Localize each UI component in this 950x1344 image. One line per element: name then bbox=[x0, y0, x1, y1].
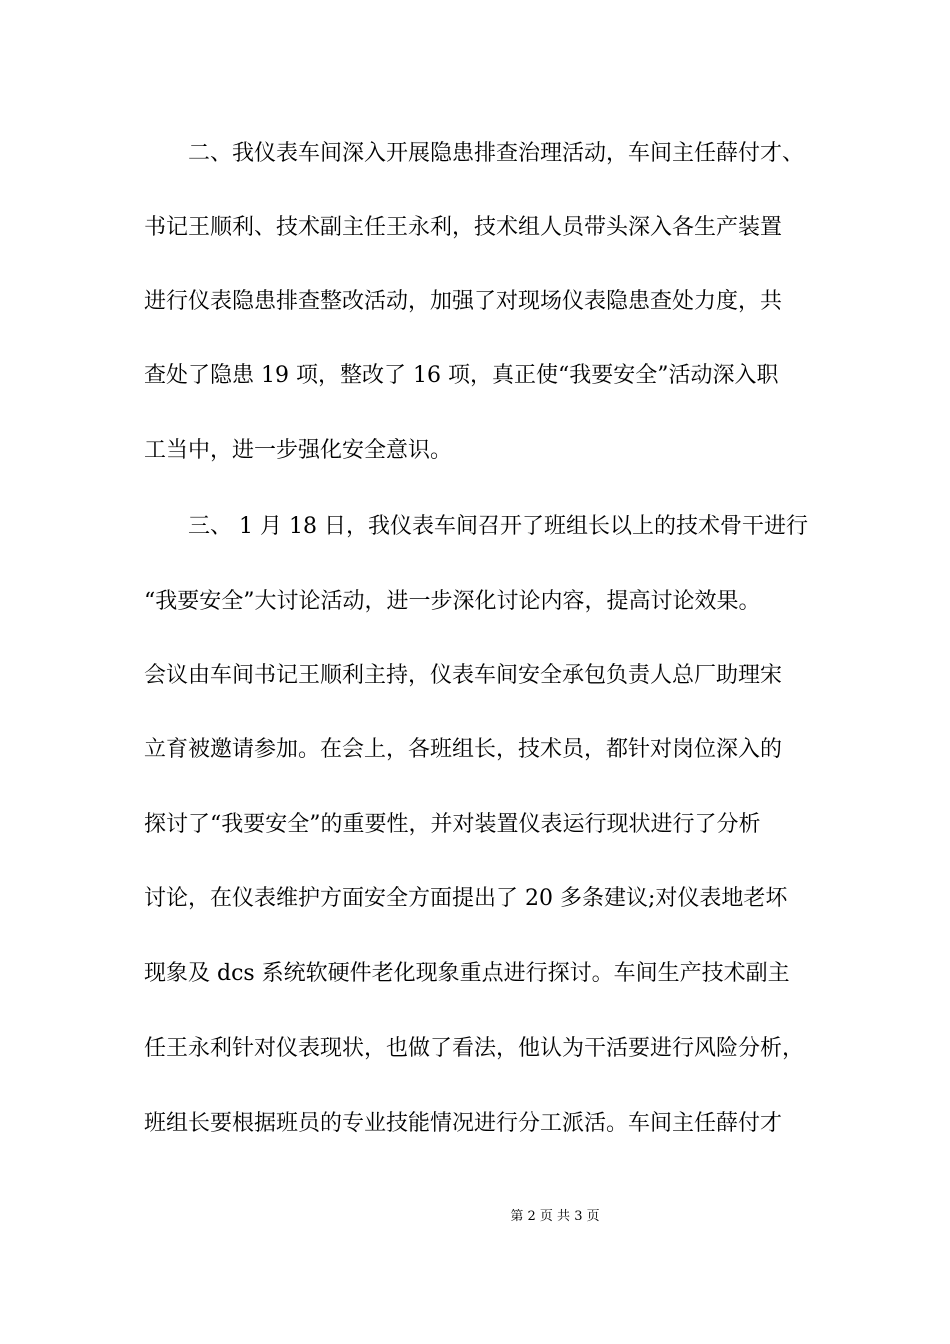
paragraph-line: 会议由车间书记王顺利主持，仪表车间安全承包负责人总厂助理宋 bbox=[144, 663, 783, 688]
paragraph-line: 工当中，进一步强化安全意识。 bbox=[144, 438, 453, 463]
page-number-footer: 第 2 页 共 3 页 bbox=[510, 1209, 600, 1224]
paragraph-line: 书记王顺利、技术副主任王永利，技术组人员带头深入各生产装置 bbox=[144, 215, 783, 240]
paragraph-line: 查处了隐患 19 项，整改了 16 项，真正使“我要安全”活动深入职 bbox=[144, 363, 779, 388]
paragraph-line: 二、我仪表车间深入开展隐患排查治理活动，车间主任薛付才、 bbox=[144, 141, 805, 166]
paragraph-line: 任王永利针对仪表现状，也做了看法，他认为干活要进行风险分析， bbox=[144, 1036, 805, 1061]
paragraph-line: 立育被邀请参加。在会上，各班组长，技术员，都针对岗位深入的 bbox=[144, 737, 783, 762]
paragraph-line: 讨论，在仪表维护方面安全方面提出了 20 多条建议;对仪表地老坏 bbox=[144, 886, 788, 911]
paragraph-line: 三、 1 月 18 日，我仪表车间召开了班组长以上的技术骨干进行 bbox=[144, 514, 808, 539]
paragraph-line: 班组长要根据班员的专业技能情况进行分工派活。车间主任薛付才 bbox=[144, 1111, 783, 1136]
paragraph-line: 进行仪表隐患排查整改活动，加强了对现场仪表隐患查处力度，共 bbox=[144, 289, 783, 314]
paragraph-line: 探讨了“我要安全”的重要性，并对装置仪表运行现状进行了分析 bbox=[144, 812, 761, 837]
paragraph-line: 现象及 dcs 系统软硬件老化现象重点进行探讨。车间生产技术副主 bbox=[144, 961, 790, 986]
paragraph-line: “我要安全”大讨论活动，进一步深化讨论内容，提高讨论效果。 bbox=[144, 589, 761, 614]
